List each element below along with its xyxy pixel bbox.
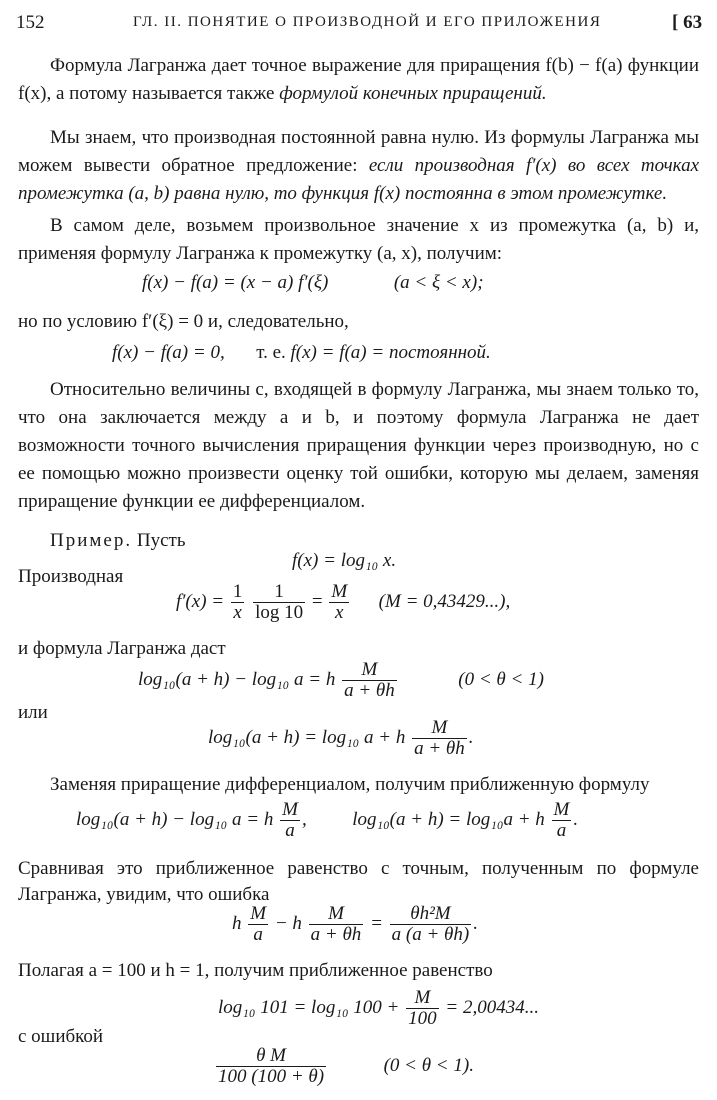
equation-constant [112,338,491,368]
equation-log-sum [208,718,474,759]
that-is-text: т. е. [256,342,286,363]
equation-function: f(x) = log₁₀ x. [292,550,397,571]
paragraph-text: Мы знаем, что производная постоянной равна нулю. Из формулы Лагранжа мы можем вывести обратное предложение: [18,127,699,176]
example-heading [50,528,185,554]
fraction-final-error: $\frac{\text{θ M}}{100 (100 + \theta)}$ [218,1045,325,1087]
example-label: Пример. [50,530,133,551]
running-head: ГЛ. II. ПОНЯТИЕ О ПРОИЗВОДНОЙ И ЕГО ПРИЛОЖЕНИЯ [133,14,602,30]
equation-lhs: f′(x) = [176,590,225,612]
equation-log-increment [138,660,544,701]
fraction-error-result: $\frac{\text{θh²M}}{a (a + \theta h)}$ [391,903,470,945]
equation-lhs: log₁₀ 101 = log₁₀ 100 + [218,996,400,1018]
equation-error [232,904,478,945]
fraction-m-over-a: $\frac{M}{a}$ [553,799,570,841]
theorem-statement: если производная f′(x) во всех точках промежутка (a, b) равна нулю, то функция f(x) постоянна в этом промежутке. [18,155,699,204]
paragraph-lagrange-formula [18,52,699,108]
paragraph-constant-theorem [18,124,699,208]
paragraph-condition: но по условию f′(ξ) = 0 и, следовательно, [18,311,349,332]
paragraph-lagrange-gives: и формула Лагранжа даст [18,638,226,659]
equation-lhs: f(x) − f(a) = (x − a) f′(ξ) [142,272,329,293]
paragraph-text: Формула Лагранжа дает точное выражение для приращения f(b) − f(a) функции f(x), а потому называется также [18,55,699,104]
example-text: Пусть [136,530,186,551]
paragraph-approx-formula: Заменяя приращение дифференциалом, получим приближенную формулу [50,774,650,795]
fraction-m-over-a-theta-h: $\frac{M}{a + \theta h}$ [414,717,465,759]
fraction-one-over-x: $\frac{1}{x}$ [232,581,243,623]
paragraph-substitute: Полагая a = 100 и h = 1, получим приближенное равенство [18,960,493,981]
or-word: или [18,702,48,723]
equation-approx-pair [76,800,578,841]
fraction-m-over-a: $\frac{M}{a}$ [282,799,298,841]
equation-part: − h [274,912,302,934]
fraction-m-over-x: $\frac{M}{x}$ [331,581,348,623]
fraction-m-over-a: $\frac{M}{a}$ [250,903,267,945]
page-number: 152 [16,12,45,33]
equation-part: f(x) − f(a) = 0, [112,342,225,363]
equation-log101 [218,988,539,1029]
fraction-m-over-a-theta-h: $\frac{M}{a + \theta h}$ [344,659,395,701]
period: . [573,808,579,830]
equation-lagrange [142,268,484,298]
equation-rhs: = 2,00434... [445,996,539,1018]
comma: , [301,808,307,830]
period: . [468,726,474,748]
equation-lhs: log₁₀(a + h) − log₁₀ a = h [138,668,336,690]
equation-part: log₁₀(a + h) = log₁₀a + h [352,808,545,830]
section-number: [ 63 [672,12,703,33]
equals-sign: = [311,590,323,612]
equals-sign: = [370,912,383,934]
paragraph-proof: В самом деле, возьмем произвольное значение x из промежутка (a, b) и, применяя формулу Лагранжа к промежутку (a, x), получим: [18,215,699,264]
equation-part: h [232,912,242,934]
equation-derivative [176,582,510,623]
fraction-m-over-a-theta-h: $\frac{M}{a + \theta h}$ [310,903,362,945]
equation-condition: (a < ξ < x); [393,272,484,293]
equation-final-error [214,1046,474,1087]
with-error-text: с ошибкой [18,1026,104,1047]
modulus-value: (M = 0,43429...), [378,590,511,612]
paragraph-error-compare: Сравнивая это приближенное равенство с точным, полученным по формуле Лагранжа, увидим, что ошибка [18,858,699,905]
equation-condition: (0 < θ < 1) [458,668,544,690]
fraction-one-over-log10: $\frac{1}{\log 10}$ [255,581,304,623]
equation-part: log₁₀(a + h) − log₁₀ a = h [76,808,274,830]
paragraph-estimate: Относительно величины c, входящей в формулу Лагранжа, мы знаем только то, что она заключается между a и b, и поэтому формула Лагранжа не дает возможности точного вычисления приращения функции через производную, но с ее помощью можно произвести оценку той ошибки, которую мы делаем, заменяя приращение функции ее дифференциалом. [18,379,699,512]
term-finite-increments: формулой конечных приращений. [279,83,547,104]
period: . [473,912,478,934]
fraction-m-over-100: $\frac{M}{100}$ [408,987,437,1029]
derivative-label: Производная [18,566,124,587]
equation-part: f(x) = f(a) = постоянной. [290,342,491,363]
equation-lhs: log₁₀(a + h) = log₁₀ a + h [208,726,406,748]
equation-condition: (0 < θ < 1). [383,1054,474,1076]
